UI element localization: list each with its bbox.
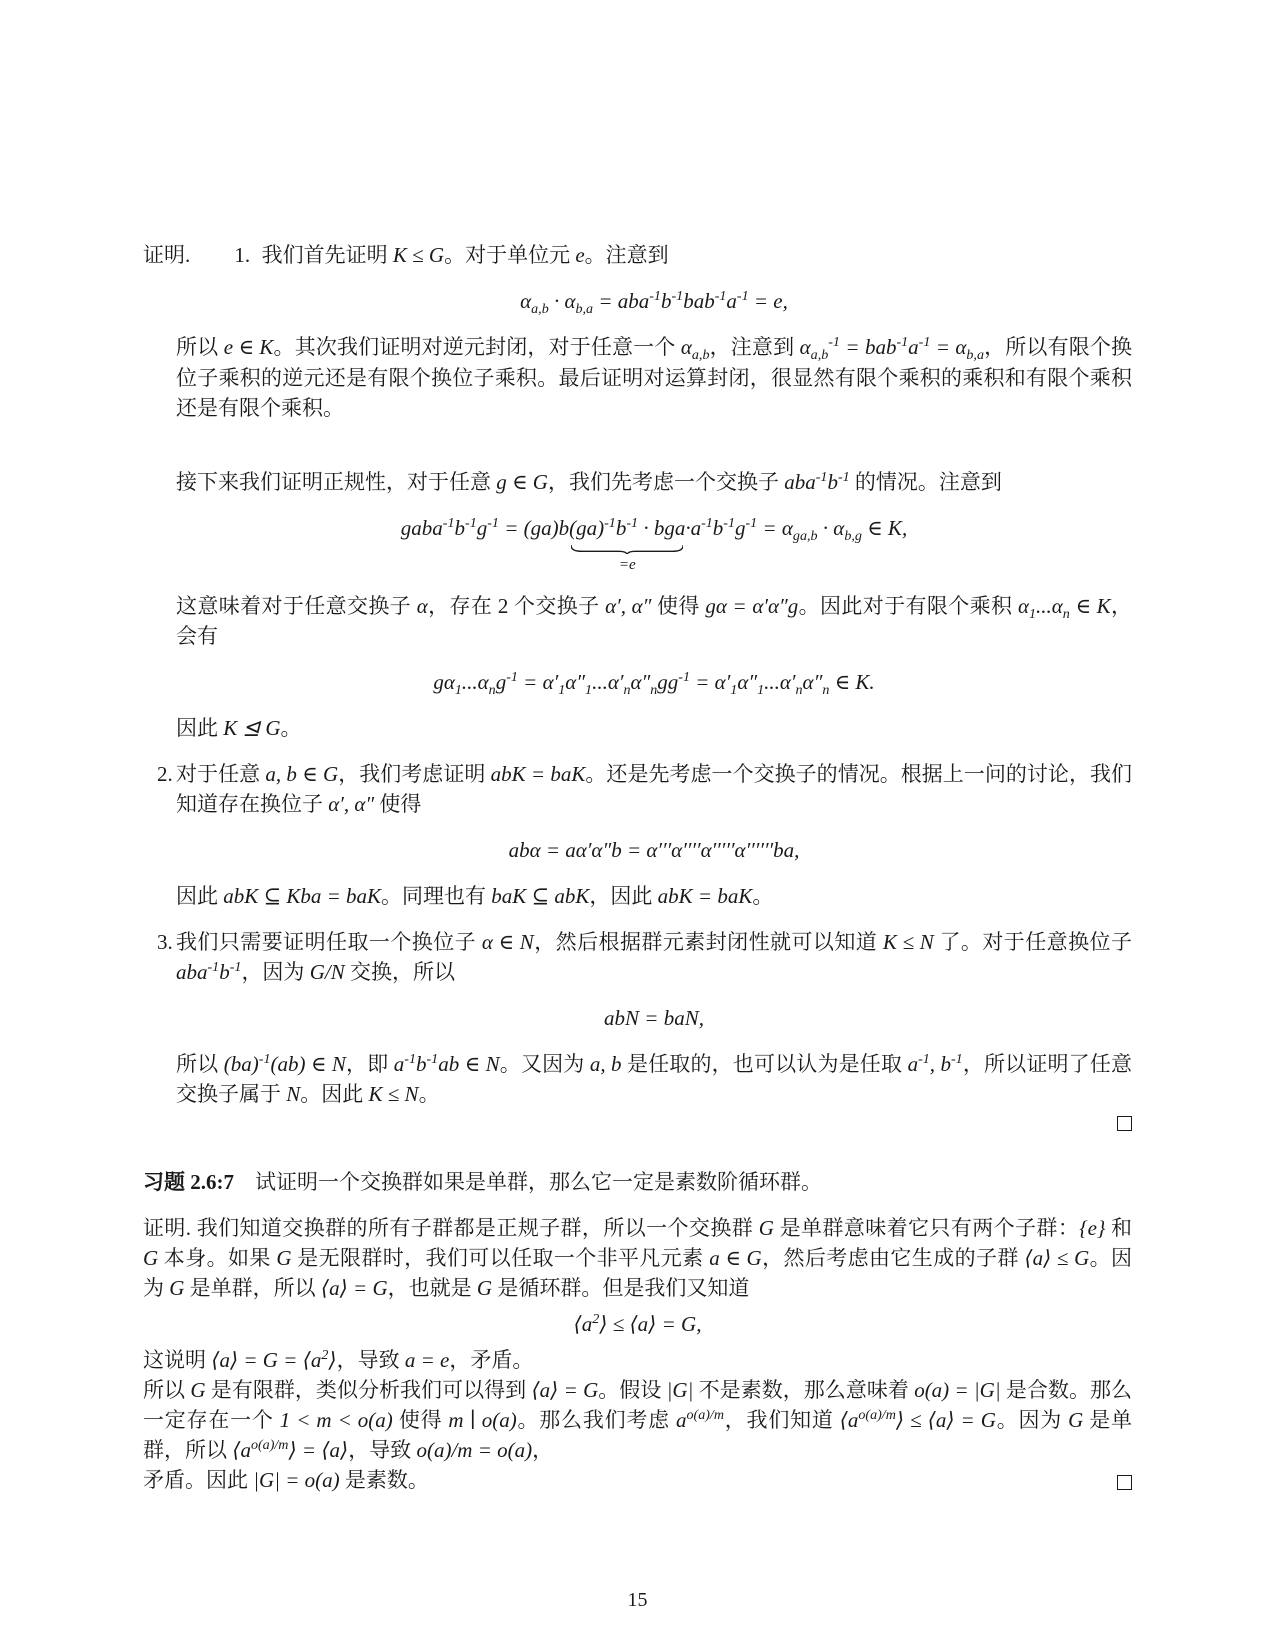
- math-run: $a^{-1}$, $b^{-1}$: [907, 1051, 963, 1077]
- math-run: ⟨a⟩ ≤ G: [1024, 1246, 1090, 1271]
- formula-commutator-product: [176, 286, 1132, 316]
- text-run: 。对于单位元: [444, 243, 576, 267]
- text-run: ，导致: [336, 1348, 405, 1373]
- text-run: 本身。如果: [158, 1246, 277, 1271]
- math-run: K ≤ N: [368, 1082, 419, 1107]
- text-run: 。又因为: [499, 1052, 590, 1077]
- text-run: ，会有: [176, 593, 1133, 648]
- math-run: e ∈ K: [223, 335, 274, 360]
- formula-coset-commutator: [176, 835, 1132, 865]
- math-run: baK ⊆ abK: [491, 884, 590, 909]
- text-run: ，因此: [589, 884, 658, 909]
- text-run: ，即: [345, 1052, 394, 1077]
- list-item-2-body: [176, 759, 1132, 911]
- proof-commutator-subgroup: [143, 240, 1132, 1139]
- math-run: $\cdot a^{-1}b^{-1}g^{-1} = \alpha_{ga,b} \cdot \alpha_{b,g}$ ∈ K,: [685, 514, 908, 544]
- text-run: ，也就是: [387, 1276, 477, 1301]
- math-run: α′, α″: [605, 593, 652, 618]
- math-run: α ∈ N: [481, 930, 534, 955]
- paragraph-cosets: [176, 759, 1132, 819]
- math-run: N: [286, 1082, 301, 1107]
- text-run: 是无限群时，我们可以任取一个非平凡元素: [291, 1246, 710, 1271]
- text-run: 这说明: [143, 1348, 212, 1373]
- text-run: 这意味着对于任意交换子: [176, 593, 417, 618]
- text-run: ，我们知道: [723, 1408, 840, 1433]
- text-run: ，我们考虑证明: [338, 762, 491, 787]
- text-run: 使得: [392, 1408, 449, 1433]
- text-run: 因此: [176, 884, 224, 909]
- item-number: 2.: [157, 762, 173, 787]
- math-run: o(a) = |G|: [914, 1378, 1001, 1403]
- text-run: 矛盾。因此: [143, 1468, 254, 1493]
- math-run: abα = aα′α″b = α′′′α′′′′α′′′′′α′′′′′′ba,: [508, 838, 800, 863]
- math-run: {e}: [1079, 1216, 1106, 1241]
- math-run: $(ga)^{-1}b^{-1}$ · bga: [569, 514, 686, 540]
- text-run: 是单群，所以: [143, 1408, 1133, 1463]
- math-run: a, b ∈ G: [265, 762, 339, 787]
- text-run: 是任取的，也可以认为是任取: [621, 1052, 908, 1077]
- math-run: $\alpha_{a,b} \cdot \alpha_{b,a} = aba^{-1}b^{-1}bab^{-1}a^{-1} = e$,: [520, 288, 788, 318]
- text-run: 证明. 我们知道交换群的所有子群都是正规子群，所以一个交换群: [143, 1216, 759, 1241]
- text-run: 试证明一个交换群如果是单群，那么它一定是素数阶循环群。: [255, 1170, 822, 1195]
- math-run: G: [476, 1276, 493, 1301]
- text-run: 对于任意: [176, 762, 266, 787]
- text-run: 我们首先证明: [261, 243, 393, 267]
- paragraph-coset-conclusion: [176, 881, 1132, 911]
- math-run: α′, α″: [328, 792, 375, 817]
- math-run: e: [575, 243, 585, 267]
- qed-line: [143, 1109, 1132, 1139]
- math-run: |G| = o(a): [253, 1468, 340, 1493]
- math-run: $\alpha_{a,b}^{-1} = bab^{-1}a^{-1} = \alpha_{b,a}$: [799, 334, 984, 364]
- text-run: 交换，所以: [344, 960, 455, 985]
- text-run: 。因为: [995, 1408, 1069, 1433]
- text-run: 接下来我们证明正规性，对于任意: [176, 469, 497, 494]
- math-run: G: [169, 1276, 185, 1301]
- text-run: 。因此对于有限个乘积: [798, 593, 1018, 618]
- math-run: G: [276, 1246, 292, 1271]
- math-run: $a^{-1}b^{-1}ab$ ∈ N: [393, 1051, 500, 1077]
- text-run: 是有限群，类似分析我们可以得到: [205, 1378, 532, 1403]
- text-run: 是合数。那么一定存在一个: [143, 1378, 1133, 1433]
- proof2-final-text: [143, 1468, 429, 1492]
- text-run: 使得: [374, 792, 422, 817]
- text-run: 所以: [176, 1052, 224, 1077]
- math-run: G: [1068, 1408, 1084, 1433]
- text-run: 的情况。注意到: [849, 469, 1002, 494]
- text-run: 和: [1105, 1216, 1133, 1241]
- text-run: ，: [532, 1438, 554, 1463]
- proof2-finite-case-paragraph: [143, 1375, 1132, 1465]
- math-run: ⟨a⟩ = $G = ⟨a^2⟩$: [211, 1347, 337, 1373]
- text-run: 。假设: [598, 1378, 667, 1403]
- math-run: $⟨a^{o(a)/m}⟩$ ≤ ⟨a⟩ = G: [839, 1407, 996, 1433]
- math-run: $a^{o(a)/m}$: [675, 1407, 724, 1433]
- math-run: a ∈ G: [709, 1246, 762, 1271]
- math-run: abK ⊆ Kba = baK: [223, 884, 382, 909]
- formula-segment-pre: [401, 516, 569, 540]
- math-run: g ∈ G: [496, 469, 548, 494]
- math-run: |G|: [666, 1378, 694, 1403]
- math-run: ⟨a⟩ = G: [531, 1378, 599, 1403]
- text-run: ，因为: [241, 960, 310, 985]
- paragraph-quotient-conclusion: [176, 1049, 1132, 1109]
- text-run: 所以: [176, 335, 224, 360]
- formula-a-squared: [143, 1309, 1132, 1339]
- page-number: 15: [627, 1589, 648, 1611]
- text-run: 是循环群。但是我们又知道: [492, 1276, 750, 1301]
- qed-square: [1117, 1116, 1132, 1131]
- text-run: ，所以证明了任意交换子属于: [176, 1052, 1133, 1107]
- math-run: $⟨a^{o(a)/m}⟩$ = ⟨a⟩: [232, 1437, 349, 1463]
- text-run: 所以: [143, 1378, 191, 1403]
- text-run: ，注意到: [709, 335, 800, 360]
- text-run: 不是素数，那么意味着: [693, 1378, 915, 1403]
- math-run: G/N: [309, 960, 345, 985]
- math-run: a, b: [589, 1052, 622, 1077]
- math-run: $aba^{-1}b^{-1}$: [784, 468, 850, 494]
- proof2-opening-paragraph: [143, 1213, 1132, 1303]
- math-run: $g\alpha_1...\alpha_ng^{-1} = \alpha'_1\alpha''_1...\alpha'_n\alpha''_ngg^{-1} = \alpha'_1\alpha''_1...\alpha'_n\alpha''_n$ ∈ K.: [433, 669, 875, 699]
- list-item-3: [143, 927, 1132, 1109]
- text-run: 是素数。: [339, 1468, 429, 1493]
- text-run: ，然后根据群元素封闭性就可以知道: [533, 930, 883, 955]
- math-run: K ≤ N: [882, 930, 934, 955]
- text-run: ，所以有限个换位子乘积的逆元还是有限个换位子乘积。最后证明对运算封闭，很显然有限个乘积的乘积和有限个乘积还是有限个乘积。: [176, 335, 1133, 420]
- text-run: 。还是先考虑一个交换子的情况。根据上一问的讨论，我们知道存在换位子: [176, 762, 1133, 817]
- text-run: ，矛盾。: [449, 1348, 534, 1373]
- text-run: 。: [418, 1082, 440, 1107]
- text-run: 。: [280, 716, 302, 741]
- math-run: abK = baK: [490, 762, 586, 787]
- math-run: $aba^{-1}b^{-1}$: [176, 959, 242, 985]
- text-run: 我们只需要证明任取一个换位子: [176, 930, 482, 955]
- proof2-contradiction-line: [143, 1345, 1132, 1375]
- qed-square: [1117, 1475, 1132, 1490]
- text-run: 是单群，所以: [184, 1276, 321, 1301]
- text-run: 使得: [651, 593, 706, 618]
- paragraph-quotient-abelian: [176, 927, 1132, 987]
- exercise-2-6-7: [143, 1167, 1132, 1495]
- text-run: ，存在 2 个交换子: [427, 593, 606, 618]
- paragraph-inverse-closure: [176, 332, 1132, 422]
- text-run: ，然后考虑由它生成的子群: [761, 1246, 1025, 1271]
- text-run: 了。对于任意换位子: [933, 930, 1132, 955]
- text-run: 。那么我们考虑: [516, 1408, 676, 1433]
- math-run: α: [416, 593, 428, 618]
- math-run: =e: [618, 556, 636, 573]
- proof-opening-line: [143, 240, 1132, 270]
- text-run: 是单群意味着它只有两个子群：: [773, 1216, 1080, 1241]
- math-run: 1 < m < o(a): [279, 1408, 393, 1433]
- math-run: $gaba^{-1}b^{-1}g^{-1} = (ga)b$: [400, 514, 570, 540]
- list-item-3-body: [176, 927, 1132, 1109]
- text-run: 证明.: [143, 243, 191, 267]
- math-run: m ∣ o(a): [448, 1408, 517, 1433]
- paragraph-normal-conclusion: [176, 713, 1132, 743]
- proof2-final-line: [143, 1465, 1132, 1495]
- list-item-2: [143, 759, 1132, 911]
- math-run: abN = baN,: [604, 1006, 704, 1031]
- paragraph-normality: [176, 467, 1132, 497]
- math-run: G: [190, 1378, 206, 1403]
- underbrace-group: [569, 513, 686, 573]
- text-run: 1.: [234, 243, 251, 267]
- formula-segment-braced: [569, 516, 685, 540]
- math-run: a = e: [404, 1348, 450, 1373]
- list-item-1-body: [176, 286, 1132, 743]
- formula-abN-baN: [176, 1003, 1132, 1033]
- math-run: ⟨a⟩ = G: [320, 1276, 388, 1301]
- math-run: $\alpha_1...\alpha_n$ ∈ K: [1017, 593, 1111, 622]
- paragraph-two-commutators: [176, 591, 1132, 651]
- text-run: 。因为: [143, 1246, 1133, 1301]
- text-run: 。同理也有: [381, 884, 492, 909]
- math-run: $⟨a^2⟩$ ≤ ⟨a⟩ = G,: [573, 1311, 702, 1337]
- text-run: 因此: [176, 716, 224, 741]
- math-run: (ba)$^{-1}$(ab) ∈ N: [223, 1051, 346, 1077]
- formula-general-conjugation: [176, 667, 1132, 697]
- exercise-heading: [143, 1167, 1132, 1197]
- math-run: gα = α′α″g: [705, 593, 799, 618]
- text-run: ，导致: [348, 1438, 417, 1463]
- math-run: G: [143, 1246, 159, 1271]
- math-run: abK = baK: [657, 884, 753, 909]
- math-run: K ⊴ G: [223, 716, 281, 741]
- math-run: G: [758, 1216, 774, 1241]
- math-run: o(a)/m = o(a): [416, 1438, 533, 1463]
- bold-text-run: 习题 2.6:7: [143, 1170, 234, 1195]
- math-run: $\alpha_{a,b}$: [680, 335, 710, 364]
- formula-conjugation-underbrace: [176, 513, 1132, 573]
- formula-segment-post: [685, 514, 908, 544]
- text-run: 。注意到: [584, 243, 669, 267]
- underbrace-label: [569, 556, 685, 574]
- text-run: 。: [752, 884, 774, 909]
- underbrace-icon: [571, 545, 683, 554]
- text-run: ，我们先考虑一个交换子: [547, 469, 785, 494]
- item-number: 3.: [157, 930, 173, 955]
- math-run: K ≤ G: [392, 243, 445, 267]
- text-run: 。其次我们证明对逆元封闭，对于任意一个: [273, 335, 681, 360]
- text-run: 。因此: [300, 1082, 369, 1107]
